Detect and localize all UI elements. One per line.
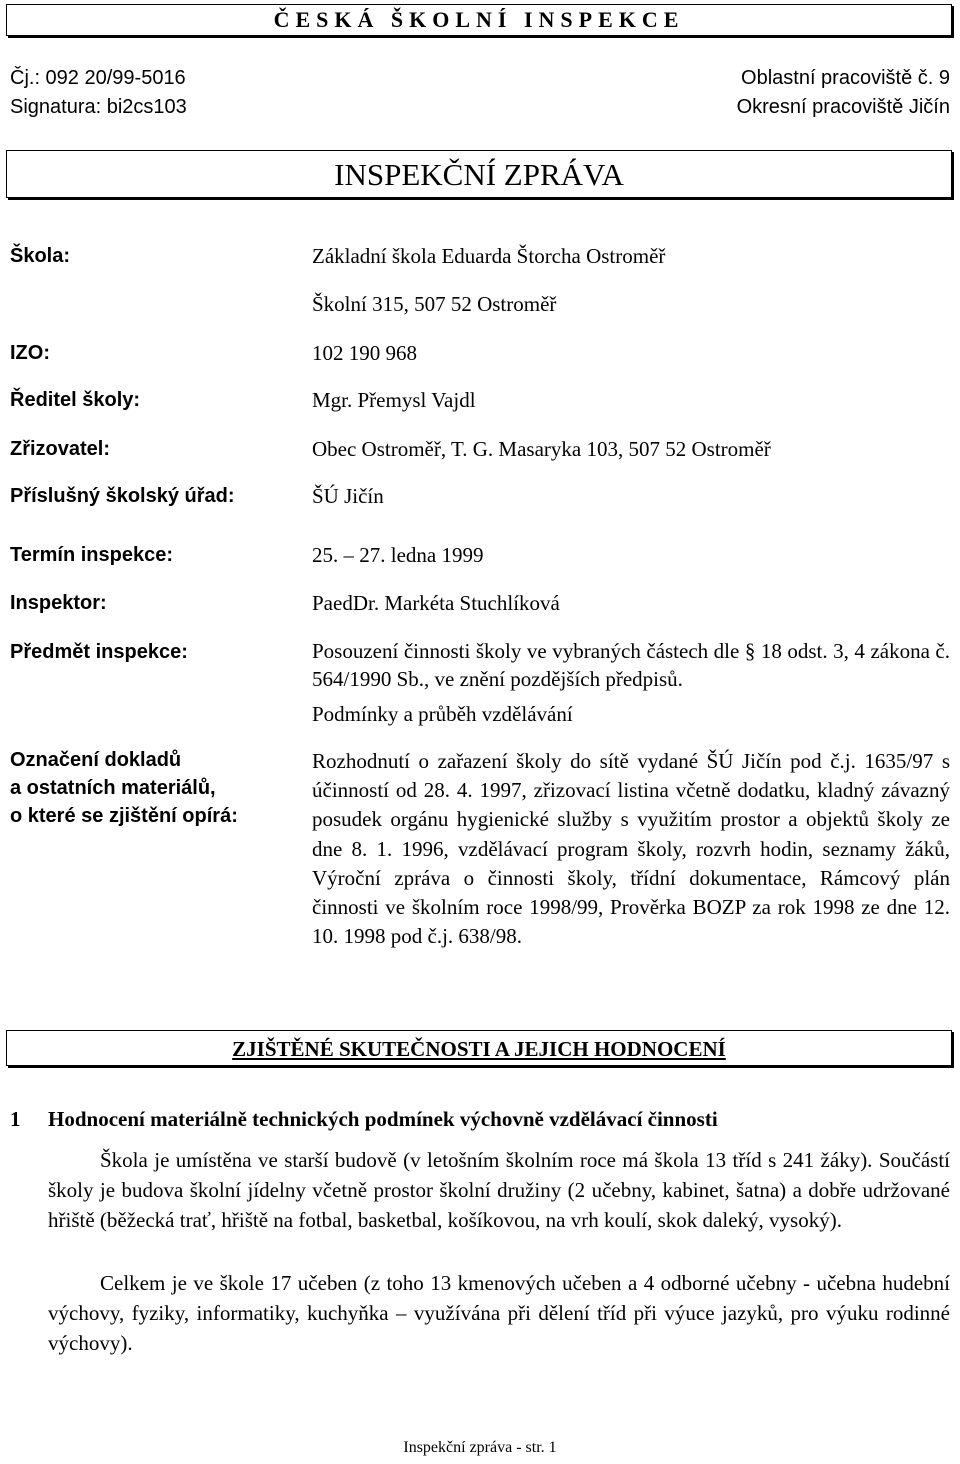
director-value: Mgr. Přemysl Vajdl [312, 388, 476, 412]
inspector-label: Inspektor: [10, 592, 107, 614]
school-address: Školní 315, 507 52 Ostroměř [312, 292, 557, 316]
office-value: ŠÚ Jičín [312, 484, 384, 508]
term-label: Termín inspekce: [10, 544, 174, 566]
school-label: Škola: [10, 245, 71, 267]
documents-label-line-1: Označení dokladů [10, 749, 182, 771]
org-title-box [6, 4, 952, 36]
documents-label-line-3: o které se zjištění opírá: [10, 805, 238, 827]
subject-value-2: Podmínky a průběh vzdělávání [312, 702, 573, 726]
izo-label: IZO: [10, 342, 50, 364]
org-title: ČESKÁ ŠKOLNÍ INSPEKCE [273, 7, 685, 32]
report-title: INSPEKČNÍ ZPRÁVA [334, 157, 624, 192]
district-office: Okresní pracoviště Jičín [736, 96, 950, 118]
ref-number: Čj.: 092 20/99-5016 [10, 67, 186, 89]
director-label: Ředitel školy: [10, 389, 141, 411]
documents-label-line-2: a ostatních materiálů, [10, 777, 216, 799]
section1-paragraph-1: Škola je umístěna ve starší budově (v letošním školním roce má škola 13 tříd s 241 žáky). Součástí školy je budova školní jídelny včetně prostor školní družiny (2 učebny, kabinet, šatna) a dobře udržované hřiště (běžecká trať, hřiště na fotbal, basketbal, košíkovou, na vrh koulí, skok daleký, vysoký). [48, 1148, 950, 1232]
documents-label [10, 746, 238, 830]
section1-title: Hodnocení materiálně technických podmínek výchovně vzdělávací činnosti [48, 1107, 718, 1131]
inspector-value: PaedDr. Markéta Stuchlíková [312, 591, 560, 615]
section1-number: 1 [10, 1107, 21, 1131]
documents-value: Rozhodnutí o zařazení školy do sítě vydané ŠÚ Jičín pod č.j. 1635/97 s účinností od 28. 4. 1997, zřizovací listina včetně dodatku, kladný závazný posudek orgánu hygienické služby s využitím prostor a objektů školy ze dne 8. 1. 1996, vzdělávací program školy, rozvrh hodin, seznamy žáků, Výroční zpráva o činnosti školy, třídní dokumentace, Rámcový plán činnosti ve školním roce 1998/99, Prověrka BOZP za rok 1998 ze dne 12. 10. 1998 pod č.j. 638/98. [312, 749, 950, 949]
report-title-box [6, 150, 952, 198]
founder-value: Obec Ostroměř, T. G. Masaryka 103, 507 52 Ostroměř [312, 437, 771, 461]
page-footer: Inspekční zpráva - str. 1 [403, 1439, 557, 1456]
regional-office: Oblastní pracoviště č. 9 [741, 67, 950, 89]
school-name: Základní škola Eduarda Štorcha Ostroměř [312, 244, 666, 268]
term-value: 25. – 27. ledna 1999 [312, 543, 484, 567]
section1-paragraph-2: Celkem je ve škole 17 učeben (z toho 13 kmenových učeben a 4 odborné učebny - učebna hudební výchovy, fyziky, informatiky, kuchyňka – využívána při dělení tříd při výuce jazyků, pro výuku rodinné výchovy). [48, 1271, 950, 1355]
signature: Signatura: bi2cs103 [10, 96, 187, 118]
subject-label: Předmět inspekce: [10, 641, 188, 663]
findings-title-box [6, 1030, 952, 1066]
findings-title: ZJIŠTĚNÉ SKUTEČNOSTI A JEJICH HODNOCENÍ [232, 1037, 726, 1061]
office-label: Příslušný školský úřad: [10, 485, 235, 507]
founder-label: Zřizovatel: [10, 438, 111, 460]
subject-value: Posouzení činnosti školy ve vybraných částech dle § 18 odst. 3, 4 zákona č. 564/1990 Sb., ve znění pozdějších předpisů. [312, 639, 950, 691]
izo-value: 102 190 968 [312, 341, 417, 365]
